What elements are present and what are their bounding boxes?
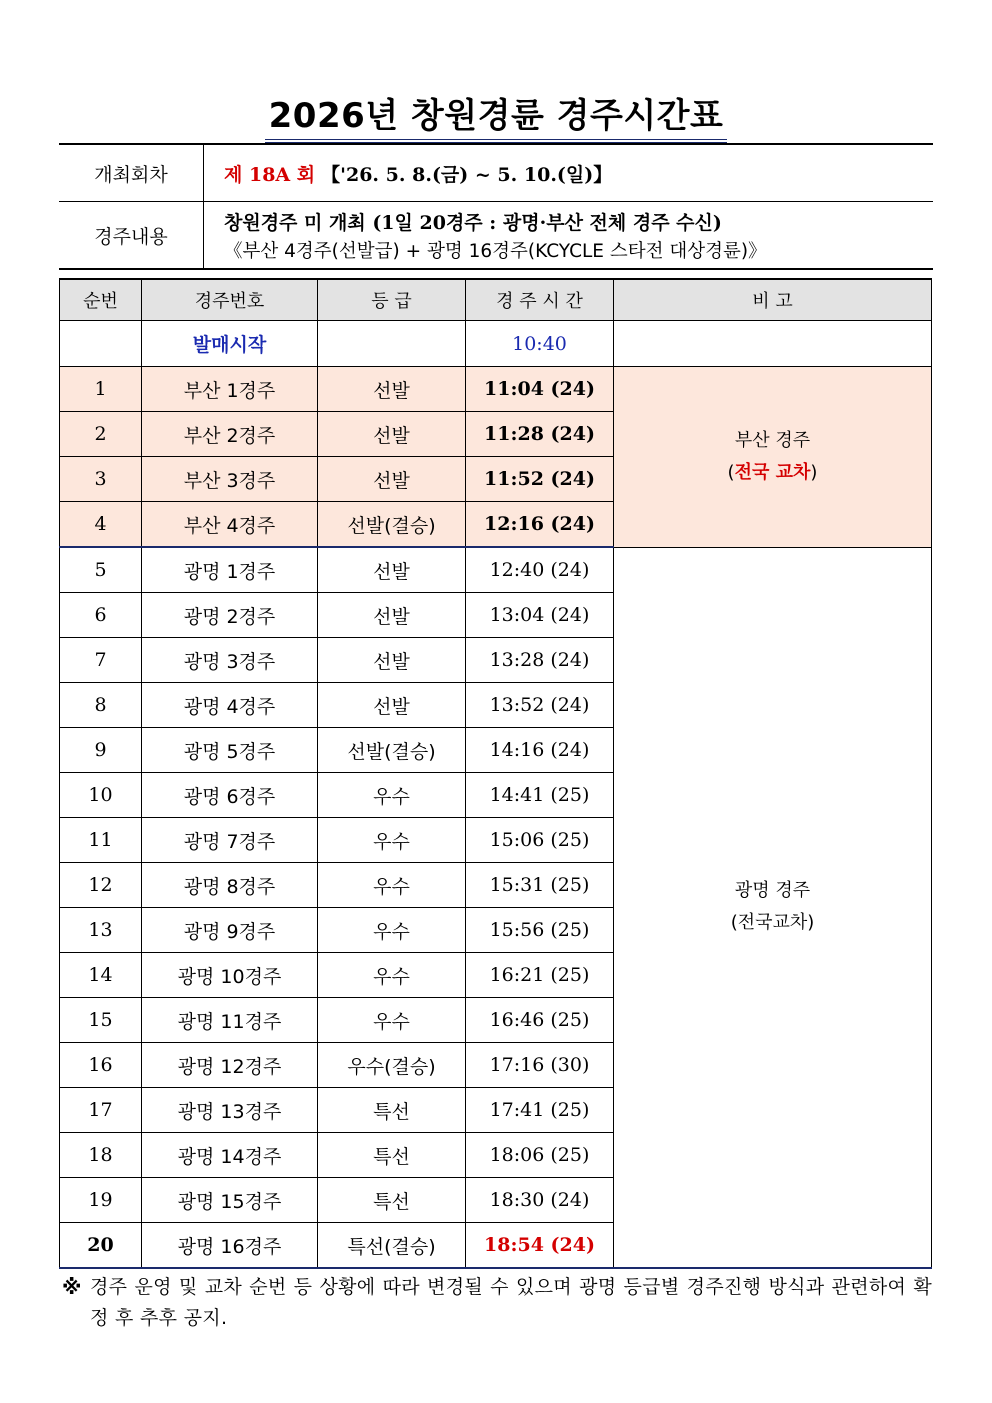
row-race: 부산 2경주 (142, 412, 318, 457)
row-time: 12:16 (24) (466, 502, 614, 548)
row-grade: 우수 (318, 998, 466, 1043)
row-race: 광명 12경주 (142, 1043, 318, 1088)
row-race: 광명 5경주 (142, 728, 318, 773)
row-grade: 선발 (318, 683, 466, 728)
row-no: 19 (60, 1178, 142, 1223)
row-grade: 선발 (318, 412, 466, 457)
row-time: 15:06 (25) (466, 818, 614, 863)
row-race: 광명 15경주 (142, 1178, 318, 1223)
row-grade: 선발 (318, 638, 466, 683)
row-grade: 선발(결승) (318, 728, 466, 773)
row-time: 16:21 (25) (466, 953, 614, 998)
footnote (62, 1272, 932, 1334)
row-time: 13:52 (24) (466, 683, 614, 728)
title-wrap (0, 88, 992, 143)
row-time: 13:28 (24) (466, 638, 614, 683)
gm-remark-line2: (전국교차) (730, 912, 815, 934)
row-grade: 우수(결승) (318, 1043, 466, 1088)
row-no: 14 (60, 953, 142, 998)
busan-remark-line2 (614, 457, 931, 489)
gm-rows (60, 547, 932, 1268)
row-grade: 특선 (318, 1178, 466, 1223)
row-no: 15 (60, 998, 142, 1043)
row-time: 16:46 (25) (466, 998, 614, 1043)
row-race: 광명 4경주 (142, 683, 318, 728)
row-no: 7 (60, 638, 142, 683)
header-race: 경주번호 (142, 279, 318, 321)
content-line-2: 《부산 4경주(선발급) + 광명 16경주(KCYCLE 스타전 대상경륜)》 (224, 240, 767, 262)
table-header-row (60, 279, 932, 321)
row-time: 15:56 (25) (466, 908, 614, 953)
row-time: 11:52 (24) (466, 457, 614, 502)
row-no: 17 (60, 1088, 142, 1133)
row-grade: 우수 (318, 773, 466, 818)
header-remark: 비 고 (614, 279, 932, 321)
row-grade: 특선(결승) (318, 1223, 466, 1269)
row-race: 광명 11경주 (142, 998, 318, 1043)
start-time: 10:40 (466, 321, 614, 367)
row-time: 13:04 (24) (466, 593, 614, 638)
info-table (59, 143, 933, 270)
note-mark: ※ (62, 1275, 82, 1299)
start-grade (318, 321, 466, 367)
row-no: 20 (60, 1223, 142, 1269)
row-no: 6 (60, 593, 142, 638)
row-no: 4 (60, 502, 142, 548)
row-time: 15:31 (25) (466, 863, 614, 908)
row-no: 13 (60, 908, 142, 953)
row-grade: 선발 (318, 593, 466, 638)
row-no: 10 (60, 773, 142, 818)
row-no: 1 (60, 367, 142, 412)
row-time: 11:04 (24) (466, 367, 614, 412)
schedule-table (59, 278, 932, 1269)
row-grade: 선발(결승) (318, 502, 466, 548)
row-race: 광명 9경주 (142, 908, 318, 953)
row-no: 3 (60, 457, 142, 502)
row-no: 18 (60, 1133, 142, 1178)
row-time: 14:16 (24) (466, 728, 614, 773)
start-row (60, 321, 932, 367)
round-label: 개최회차 (59, 144, 204, 202)
row-time: 11:28 (24) (466, 412, 614, 457)
row-time: 17:41 (25) (466, 1088, 614, 1133)
table-row (60, 367, 932, 412)
row-grade: 선발 (318, 457, 466, 502)
row-no: 16 (60, 1043, 142, 1088)
row-race: 광명 13경주 (142, 1088, 318, 1133)
info-row-round (59, 144, 933, 202)
row-grade: 우수 (318, 908, 466, 953)
row-time: 14:41 (25) (466, 773, 614, 818)
round-number: 제 18A 회 (224, 163, 316, 186)
row-no: 8 (60, 683, 142, 728)
row-no: 12 (60, 863, 142, 908)
row-race: 광명 8경주 (142, 863, 318, 908)
round-value (204, 144, 934, 202)
busan-remark-open: ( (727, 461, 735, 483)
round-dates: 【'26. 5. 8.(금) ~ 5. 10.(일)】 (321, 163, 613, 186)
header-time: 경 주 시 간 (466, 279, 614, 321)
row-grade: 특선 (318, 1088, 466, 1133)
start-no (60, 321, 142, 367)
busan-remark (614, 367, 932, 548)
info-row-content (59, 202, 933, 270)
row-grade: 선발 (318, 547, 466, 593)
busan-remark-close: ) (810, 461, 818, 483)
row-grade: 선발 (318, 367, 466, 412)
row-grade: 우수 (318, 953, 466, 998)
row-race: 광명 3경주 (142, 638, 318, 683)
table-row (60, 547, 932, 593)
row-no: 2 (60, 412, 142, 457)
content-label: 경주내용 (59, 202, 204, 270)
row-race: 광명 10경주 (142, 953, 318, 998)
gm-remark-line1: 광명 경주 (734, 880, 811, 902)
row-race: 광명 16경주 (142, 1223, 318, 1269)
row-grade: 우수 (318, 863, 466, 908)
row-no: 9 (60, 728, 142, 773)
header-no: 순번 (60, 279, 142, 321)
busan-remark-line1: 부산 경주 (734, 429, 811, 451)
row-grade: 특선 (318, 1133, 466, 1178)
header-grade: 등 급 (318, 279, 466, 321)
start-remark (614, 321, 932, 367)
row-time: 18:54 (24) (466, 1223, 614, 1269)
row-grade: 우수 (318, 818, 466, 863)
row-no: 11 (60, 818, 142, 863)
content-value (204, 202, 934, 270)
row-race: 부산 3경주 (142, 457, 318, 502)
page-title: 2026년 창원경륜 경주시간표 (265, 88, 728, 143)
row-race: 광명 6경주 (142, 773, 318, 818)
content-line-1: 창원경주 미 개최 (1일 20경주 : 광명·부산 전체 경주 수신) (224, 211, 722, 234)
row-no: 5 (60, 547, 142, 593)
row-race: 부산 4경주 (142, 502, 318, 548)
row-time: 17:16 (30) (466, 1043, 614, 1088)
row-race: 광명 14경주 (142, 1133, 318, 1178)
note-text: 경주 운영 및 교차 순번 등 상황에 따라 변경될 수 있으며 광명 등급별 경주진행 방식과 관련하여 확정 후 추후 공지. (90, 1276, 932, 1329)
row-race: 부산 1경주 (142, 367, 318, 412)
row-race: 광명 7경주 (142, 818, 318, 863)
row-time: 12:40 (24) (466, 547, 614, 593)
start-label: 발매시작 (142, 321, 318, 367)
row-time: 18:30 (24) (466, 1178, 614, 1223)
row-time: 18:06 (25) (466, 1133, 614, 1178)
row-race: 광명 2경주 (142, 593, 318, 638)
row-race: 광명 1경주 (142, 547, 318, 593)
busan-remark-red: 전국 교차 (734, 461, 811, 483)
gm-remark (614, 547, 932, 1268)
